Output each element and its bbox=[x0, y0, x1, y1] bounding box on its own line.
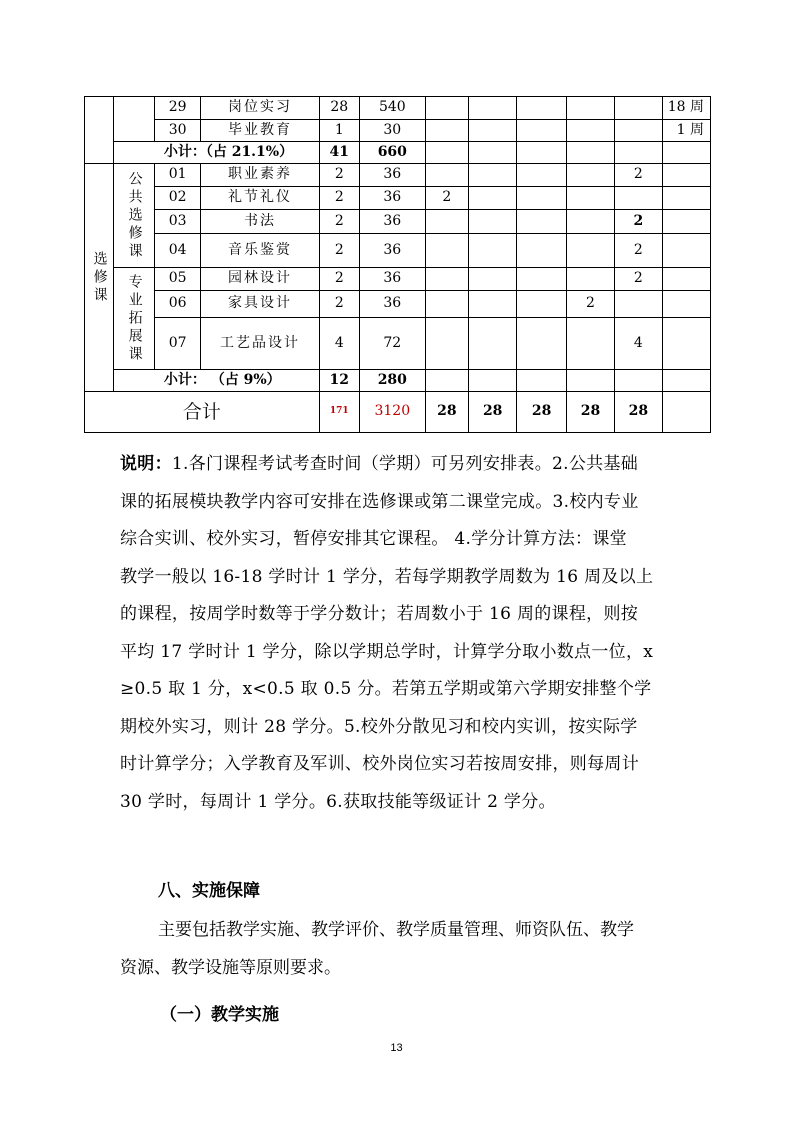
course-no: 03 bbox=[155, 210, 201, 234]
course-credits: 2 bbox=[319, 210, 359, 234]
explanation-line: 平均 17 学时计 1 学分，除以学期总学时，计算学分取小数点一位，x bbox=[120, 641, 654, 662]
course-name: 礼节礼仪 bbox=[201, 187, 319, 210]
total-row bbox=[85, 392, 711, 433]
elective-category-cell bbox=[85, 164, 114, 392]
course-credits: 2 bbox=[319, 234, 359, 268]
total-s2: 28 bbox=[468, 392, 516, 433]
explanation-line: 期校外实习，则计 28 学分。5.校外分散见习和校内实训，按实际学 bbox=[120, 716, 638, 737]
course-hours: 36 bbox=[359, 268, 425, 291]
course-name: 毕业教育 bbox=[201, 120, 319, 142]
section-heading: 八、实施保障 bbox=[158, 881, 260, 901]
semester-hours: 2 bbox=[615, 268, 662, 291]
explanation-line: 综合实训、校外实习，暂停安排其它课程。 4.学分计算方法：课堂 bbox=[120, 529, 627, 549]
explanation-line: 30 学时，每周计 1 学分。6.获取技能等级证计 2 学分。 bbox=[120, 791, 556, 812]
semester-hours: 2 bbox=[615, 210, 662, 234]
explanation-line bbox=[120, 446, 673, 484]
semester-hours: 2 bbox=[615, 234, 662, 268]
table-row bbox=[85, 187, 711, 210]
semester-hours: 4 bbox=[615, 318, 662, 370]
major-ext-label: 专业拓展课 bbox=[126, 273, 143, 364]
table-row bbox=[85, 97, 711, 120]
course-credits: 2 bbox=[319, 187, 359, 210]
course-credits: 2 bbox=[319, 164, 359, 187]
course-credits: 1 bbox=[319, 120, 359, 142]
course-hours: 36 bbox=[359, 164, 425, 187]
course-hours: 30 bbox=[359, 120, 425, 142]
subtotal-label: 小计： （占 9%） bbox=[113, 370, 319, 392]
elective-label: 选修课 bbox=[91, 250, 108, 305]
total-s1: 28 bbox=[425, 392, 468, 433]
explanation-line: 教学一般以 16-18 学时计 1 学分，若每学期教学周数为 16 周及以上 bbox=[120, 566, 654, 587]
course-credits: 4 bbox=[319, 318, 359, 370]
explanation-line: 的课程，按周学时数等于学分数计；若周数小于 16 周的课程，则按 bbox=[120, 604, 639, 624]
course-name: 家具设计 bbox=[201, 291, 319, 318]
course-no: 06 bbox=[155, 291, 201, 318]
course-hours: 72 bbox=[359, 318, 425, 370]
subtotal-credits: 41 bbox=[319, 142, 359, 164]
explanation-line: 课的拓展模块教学内容可安排在选修课或第二课堂完成。3.校内专业 bbox=[120, 491, 639, 512]
course-name: 职业素养 bbox=[201, 164, 319, 187]
table-row bbox=[85, 318, 711, 370]
subtotal-label: 小计：（占 21.1%） bbox=[113, 142, 319, 164]
subtotal-row bbox=[85, 142, 711, 164]
subtotal-credits: 12 bbox=[319, 370, 359, 392]
page-number: 13 bbox=[390, 1042, 403, 1054]
table-row bbox=[85, 120, 711, 142]
course-no: 01 bbox=[155, 164, 201, 187]
subtotal-row bbox=[85, 370, 711, 392]
total-credits: 171 bbox=[319, 392, 359, 433]
course-note: 1 周 bbox=[662, 120, 710, 142]
course-name: 工艺品设计 bbox=[201, 318, 319, 370]
total-label: 合计 bbox=[85, 392, 320, 433]
semester-hours: 2 bbox=[425, 187, 468, 210]
course-no: 02 bbox=[155, 187, 201, 210]
course-no: 07 bbox=[155, 318, 201, 370]
course-credits: 28 bbox=[319, 97, 359, 120]
table-row bbox=[85, 210, 711, 234]
total-s4: 28 bbox=[566, 392, 614, 433]
course-no: 05 bbox=[155, 268, 201, 291]
semester-hours: 2 bbox=[566, 291, 614, 318]
public-elective-label: 公共选修课 bbox=[126, 170, 143, 261]
subtotal-hours: 660 bbox=[359, 142, 425, 164]
subcategory-cell bbox=[113, 97, 154, 142]
body-line: 主要包括教学实施、教学评价、教学质量管理、师资队伍、教学 bbox=[158, 920, 634, 940]
course-name: 岗位实习 bbox=[201, 97, 319, 120]
course-hours: 540 bbox=[359, 97, 425, 120]
table-row bbox=[85, 268, 711, 291]
course-credits: 2 bbox=[319, 291, 359, 318]
table-row bbox=[85, 234, 711, 268]
course-hours: 36 bbox=[359, 234, 425, 268]
total-hours: 3120 bbox=[359, 392, 425, 433]
course-no: 29 bbox=[155, 97, 201, 120]
body-line: 资源、教学设施等原则要求。 bbox=[120, 957, 341, 978]
semester-hours: 2 bbox=[615, 164, 662, 187]
public-elective-cell bbox=[113, 164, 154, 268]
explanation-label: 说明： bbox=[120, 454, 172, 474]
course-name: 园林设计 bbox=[201, 268, 319, 291]
table-row bbox=[85, 291, 711, 318]
course-credits: 2 bbox=[319, 268, 359, 291]
course-no: 30 bbox=[155, 120, 201, 142]
total-s3: 28 bbox=[517, 392, 566, 433]
explanation-line: ≥0.5 取 1 分，x<0.5 取 0.5 分。若第五学期或第六学期安排整个学 bbox=[120, 679, 652, 699]
total-s5: 28 bbox=[615, 392, 662, 433]
course-no: 04 bbox=[155, 234, 201, 268]
course-hours: 36 bbox=[359, 187, 425, 210]
course-hours: 36 bbox=[359, 210, 425, 234]
explanation-paragraph bbox=[120, 446, 673, 484]
course-hours: 36 bbox=[359, 291, 425, 318]
subtotal-hours: 280 bbox=[359, 370, 425, 392]
explanation-text: 1.各门课程考试考查时间（学期）可另列安排表。2.公共基础 bbox=[171, 454, 639, 474]
explanation-line: 时计算学分；入学教育及军训、校外岗位实习若按周安排，则每周计 bbox=[120, 754, 639, 774]
major-ext-cell bbox=[113, 268, 154, 370]
section-body bbox=[120, 912, 673, 987]
subsection-heading: （一）教学实施 bbox=[160, 1005, 279, 1025]
category-cell bbox=[85, 97, 114, 164]
table-row bbox=[85, 164, 711, 187]
course-name: 音乐鉴赏 bbox=[201, 234, 319, 268]
explanation-continuation bbox=[120, 484, 673, 822]
course-name: 书法 bbox=[201, 210, 319, 234]
course-note: 18 周 bbox=[662, 97, 710, 120]
course-table bbox=[84, 96, 711, 433]
